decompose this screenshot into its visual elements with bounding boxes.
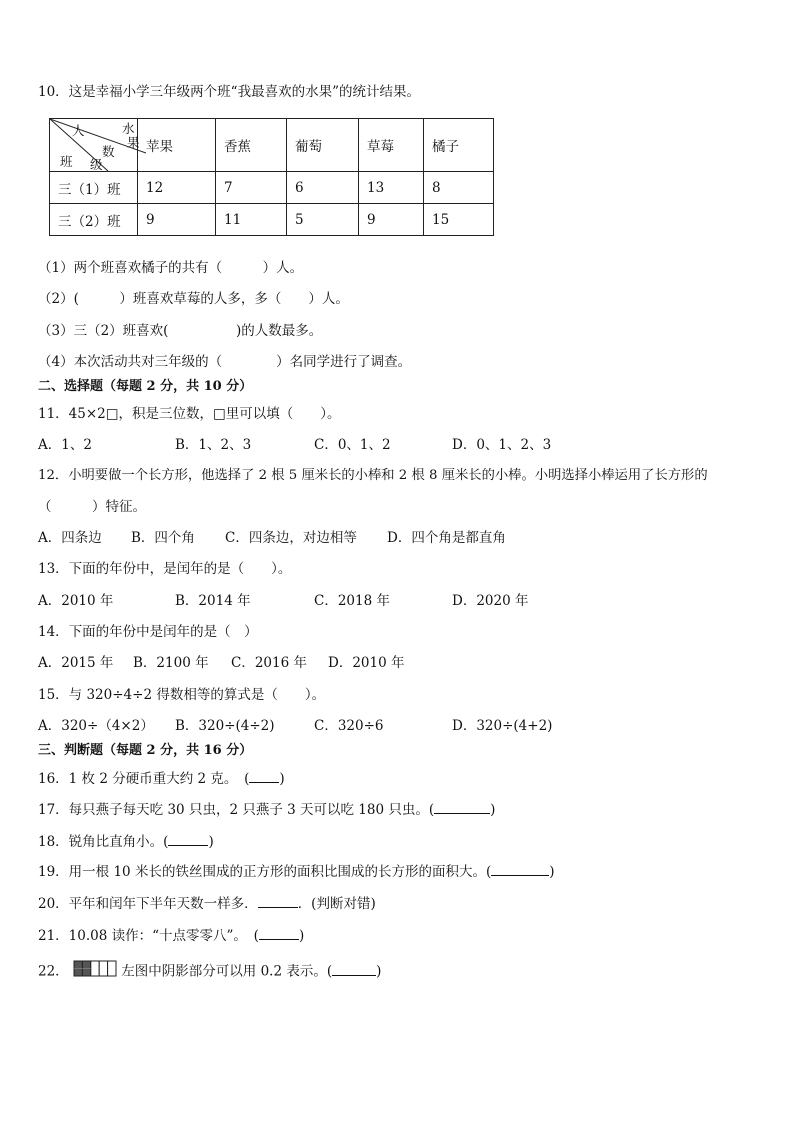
answer-blank[interactable] (434, 800, 490, 814)
grid-cell (91, 961, 99, 976)
table-cell: 7 (216, 172, 287, 204)
option-b[interactable]: B．四个角 (131, 530, 195, 546)
option-d[interactable]: D．2010 年 (328, 655, 405, 671)
table-cell: 15 (424, 204, 494, 236)
q10-sub4: （4）本次活动共对三年级的（ ）名同学进行了调查。 (38, 354, 412, 370)
q15-text: 15．与 320÷4÷2 得数相等的算式是（ ）。 (38, 687, 326, 703)
q10-sub3: （3）三（2）班喜欢( )的人数最多。 (38, 323, 323, 339)
option-d[interactable]: D．四个角是都直角 (387, 530, 506, 546)
option-b[interactable]: B．320÷(4÷2) (175, 718, 275, 734)
answer-blank[interactable] (168, 832, 208, 846)
fruit-stat-table (49, 118, 494, 236)
option-a[interactable]: A．2015 年 (38, 655, 114, 671)
q16 (38, 769, 285, 788)
grid-cell (108, 961, 116, 976)
answer-blank[interactable] (491, 862, 549, 876)
q13-text: 13．下面的年份中，是闰年的是（ ）。 (38, 561, 292, 577)
grid-cell (99, 961, 107, 976)
table-cell: 11 (216, 204, 287, 236)
shaded-grid-figure (73, 960, 117, 982)
option-c[interactable]: C．0、1、2 (314, 437, 391, 453)
option-c[interactable]: C．2016 年 (231, 655, 307, 671)
q20 (38, 894, 376, 913)
option-c[interactable]: C．四条边，对边相等 (225, 530, 357, 546)
option-b[interactable]: B．2014 年 (175, 593, 251, 609)
q21-close: ) (298, 928, 305, 944)
q10-sub2: （2）( ）班喜欢草莓的人多，多（ ）人。 (38, 291, 349, 307)
header-strawberry: 草莓 (359, 119, 424, 172)
header-banana: 香蕉 (216, 119, 287, 172)
section-choice-heading: 二、选择题（每题 2 分，共 10 分） (38, 379, 253, 394)
corner-shui: 水 (122, 121, 135, 136)
table-cell: 5 (287, 204, 359, 236)
header-orange: 橘子 (424, 119, 494, 172)
grid-figure-svg (73, 960, 117, 977)
q12-text2: （ ）特征。 (38, 499, 146, 515)
corner-ren: 人 (72, 123, 85, 138)
section-judge-heading: 三、判断题（每题 2 分，共 16 分） (38, 743, 253, 758)
answer-blank[interactable] (258, 894, 298, 908)
q11-text: 11．45×2□，积是三位数，□里可以填（ ）。 (38, 406, 341, 422)
option-a[interactable]: A．2010 年 (38, 593, 114, 609)
q14-text: 14．下面的年份中是闰年的是（ ） (38, 624, 258, 640)
table-cell: 9 (138, 204, 216, 236)
table-cell: 13 (359, 172, 424, 204)
q12-text: 12．小明要做一个长方形，他选择了 2 根 5 厘米长的小棒和 2 根 8 厘米长的小棒。小明选择小棒运用了长方形的 (38, 468, 708, 483)
q19-close: ) (549, 864, 555, 880)
table-row (50, 172, 494, 204)
answer-blank[interactable] (249, 769, 279, 783)
header-apple: 苹果 (138, 119, 216, 172)
q16-close: ) (279, 771, 285, 787)
answer-blank[interactable] (259, 926, 299, 940)
q22 (38, 961, 381, 983)
q18-text: 18．锐角比直角小。( (38, 834, 169, 850)
q22-close: ) (376, 963, 382, 980)
answer-blank[interactable] (332, 962, 376, 976)
option-d[interactable]: D．320÷(4+2) (452, 718, 553, 734)
corner-ban: 班 (60, 154, 73, 169)
q16-text: 16．1 枚 2 分硬币重大约 2 克。 ( (38, 771, 250, 787)
option-b[interactable]: B．1、2、3 (175, 437, 252, 453)
table-cell: 9 (359, 204, 424, 236)
table-cell: 12 (138, 172, 216, 204)
option-a[interactable]: A．1、2 (38, 437, 92, 453)
q18 (38, 832, 214, 851)
q19 (38, 862, 555, 881)
row-label: 三（2）班 (50, 204, 138, 236)
corner-ji: 级 (90, 157, 103, 172)
q19-text: 19．用一根 10 米长的铁丝围成的正方形的面积比围成的长方形的面积大。( (38, 864, 492, 880)
table-corner-cell (50, 119, 138, 172)
q20-end: ．(判断对错) (297, 896, 376, 912)
corner-guo: 果 (127, 135, 140, 150)
option-c[interactable]: C．2018 年 (314, 593, 390, 609)
option-d[interactable]: D．0、1、2、3 (452, 437, 552, 453)
option-b[interactable]: B．2100 年 (133, 655, 209, 671)
q21 (38, 926, 304, 945)
table-row (50, 204, 494, 236)
header-grape: 葡萄 (287, 119, 359, 172)
option-a[interactable]: A．四条边 (38, 530, 102, 546)
row-label: 三（1）班 (50, 172, 138, 204)
option-d[interactable]: D．2020 年 (452, 593, 529, 609)
q10-title: 10．这是幸福小学三年级两个班“我最喜欢的水果”的统计结果。 (38, 84, 420, 100)
q18-close: ) (208, 834, 214, 850)
q22-text: 左图中阴影部分可以用 0.2 表示。( (121, 963, 333, 980)
q22-number: 22． (38, 963, 69, 980)
table-cell: 6 (287, 172, 359, 204)
option-c[interactable]: C．320÷6 (314, 718, 384, 734)
table-cell: 8 (424, 172, 494, 204)
q10-sub1: （1）两个班喜欢橘子的共有（ ）人。 (38, 260, 304, 276)
option-a[interactable]: A．320÷（4×2） (38, 718, 154, 734)
q17-text: 17．每只燕子每天吃 30 只虫，2 只燕子 3 天可以吃 180 只虫。( (38, 802, 435, 818)
corner-shu: 数 (102, 144, 115, 159)
q17 (38, 800, 495, 819)
q17-close: ) (490, 802, 496, 818)
q21-text: 21．10.08 读作：“十点零零八”。 ( (38, 928, 259, 944)
q20-text: 20．平年和闰年下半年天数一样多． (38, 896, 258, 912)
